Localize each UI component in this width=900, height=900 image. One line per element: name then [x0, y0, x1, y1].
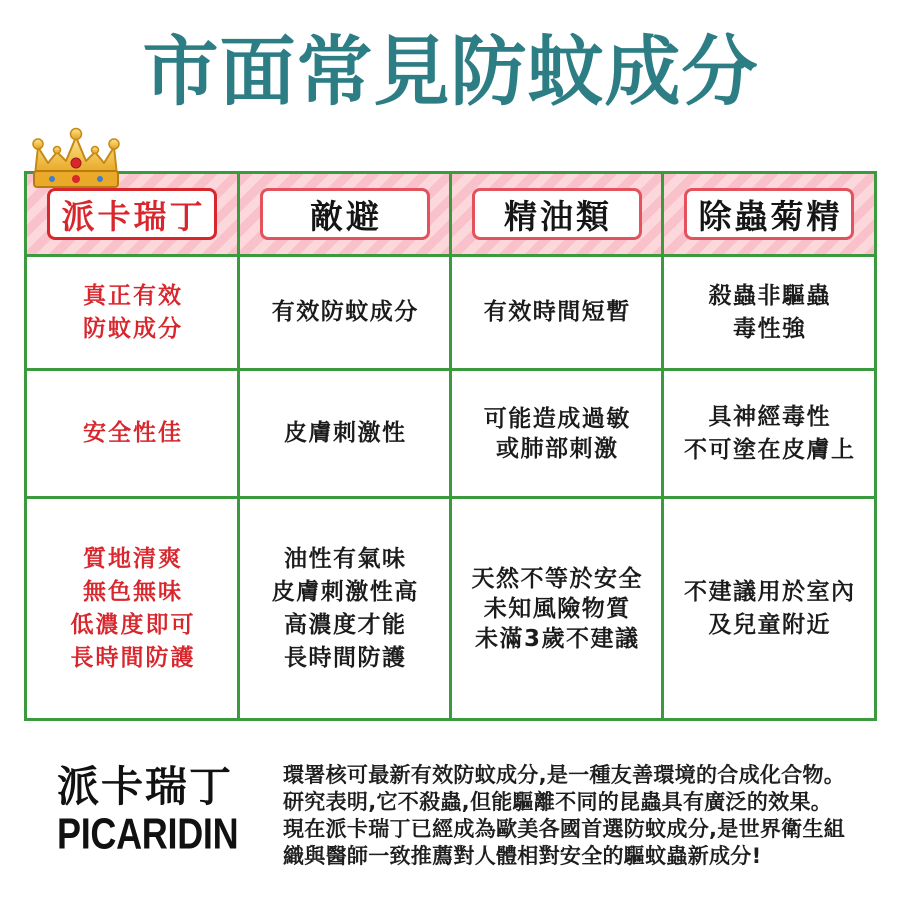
cell-line: 有效時間短暫	[483, 299, 631, 325]
header-label: 敵避	[310, 196, 382, 236]
cell-pyrethrum-row2	[664, 371, 874, 496]
cell-pyrethrum-row1	[664, 257, 874, 368]
cell-line: 殺蟲非驅蟲	[708, 282, 831, 309]
cell-essential-oil-row3	[452, 499, 661, 718]
cell-picaridin-row2	[27, 371, 237, 496]
cell-line: 真正有效	[83, 282, 183, 309]
table-header-essential-oil	[452, 174, 661, 254]
description-line: 織與醫師一致推薦對人體相對安全的驅蚊蟲新成分!	[283, 844, 762, 868]
footer-name-en: PICARIDIN	[57, 808, 239, 858]
cell-line: 防蚊成分	[83, 315, 183, 342]
header-label: 派卡瑞丁	[61, 196, 206, 236]
table-header-deet	[240, 174, 449, 254]
header-label-box	[47, 188, 217, 240]
header-label-box	[472, 188, 642, 240]
cell-picaridin-row1	[27, 257, 237, 368]
cell-line: 天然不等於安全	[471, 565, 643, 592]
cell-line: 及兒童附近	[708, 611, 831, 638]
cell-line: 未知風險物質	[483, 595, 631, 622]
cell-line: 不可塗在皮膚上	[684, 436, 856, 463]
cell-line: 無色無味	[83, 578, 183, 605]
cell-essential-oil-row1	[452, 257, 661, 368]
cell-line: 長時間防護	[284, 644, 407, 671]
description-line: 研究表明,它不殺蟲,但能驅離不同的昆蟲具有廣泛的效果。	[283, 790, 833, 814]
page-title: 市面常見防蚊成分	[142, 27, 759, 116]
description-line: 現在派卡瑞丁已經成為歐美各國首選防蚊成分,是世界衛生組	[283, 817, 846, 841]
footer-name-zh: 派卡瑞丁	[57, 762, 234, 811]
footer-description	[283, 762, 845, 870]
cell-essential-oil-row2	[452, 371, 661, 496]
cell-line: 質地清爽	[83, 545, 183, 572]
cell-line: 有效防蚊成分	[271, 299, 419, 325]
header-label: 除蟲菊精	[698, 196, 843, 236]
crown-icon	[30, 127, 122, 191]
cell-line: 長時間防護	[70, 644, 196, 671]
table-header-pyrethrum	[664, 174, 874, 254]
cell-line: 安全性佳	[83, 420, 183, 446]
cell-pyrethrum-row3	[664, 499, 874, 718]
cell-line: 具神經毒性	[708, 403, 831, 430]
cell-line: 不建議用於室內	[684, 578, 856, 605]
cell-line: 油性有氣味	[284, 545, 407, 572]
description-line: 環署核可最新有效防蚊成分,是一種友善環境的合成化合物。	[283, 763, 846, 787]
cell-line: 低濃度即可	[70, 611, 196, 638]
header-label-box	[684, 188, 854, 240]
cell-deet-row2	[240, 371, 449, 496]
comparison-table	[24, 171, 877, 721]
cell-line: 未滿3歲不建議	[474, 625, 640, 652]
cell-line: 毒性強	[733, 315, 807, 342]
cell-line: 可能造成過敏	[483, 405, 631, 432]
cell-line: 皮膚刺激性高	[271, 578, 419, 605]
cell-deet-row1	[240, 257, 449, 368]
cell-picaridin-row3	[27, 499, 237, 718]
header-label: 精油類	[504, 196, 612, 236]
header-label-box	[260, 188, 430, 240]
cell-line: 或肺部刺激	[496, 435, 619, 462]
cell-line: 皮膚刺激性	[284, 420, 407, 446]
cell-deet-row3	[240, 499, 449, 718]
cell-line: 高濃度才能	[284, 611, 407, 638]
